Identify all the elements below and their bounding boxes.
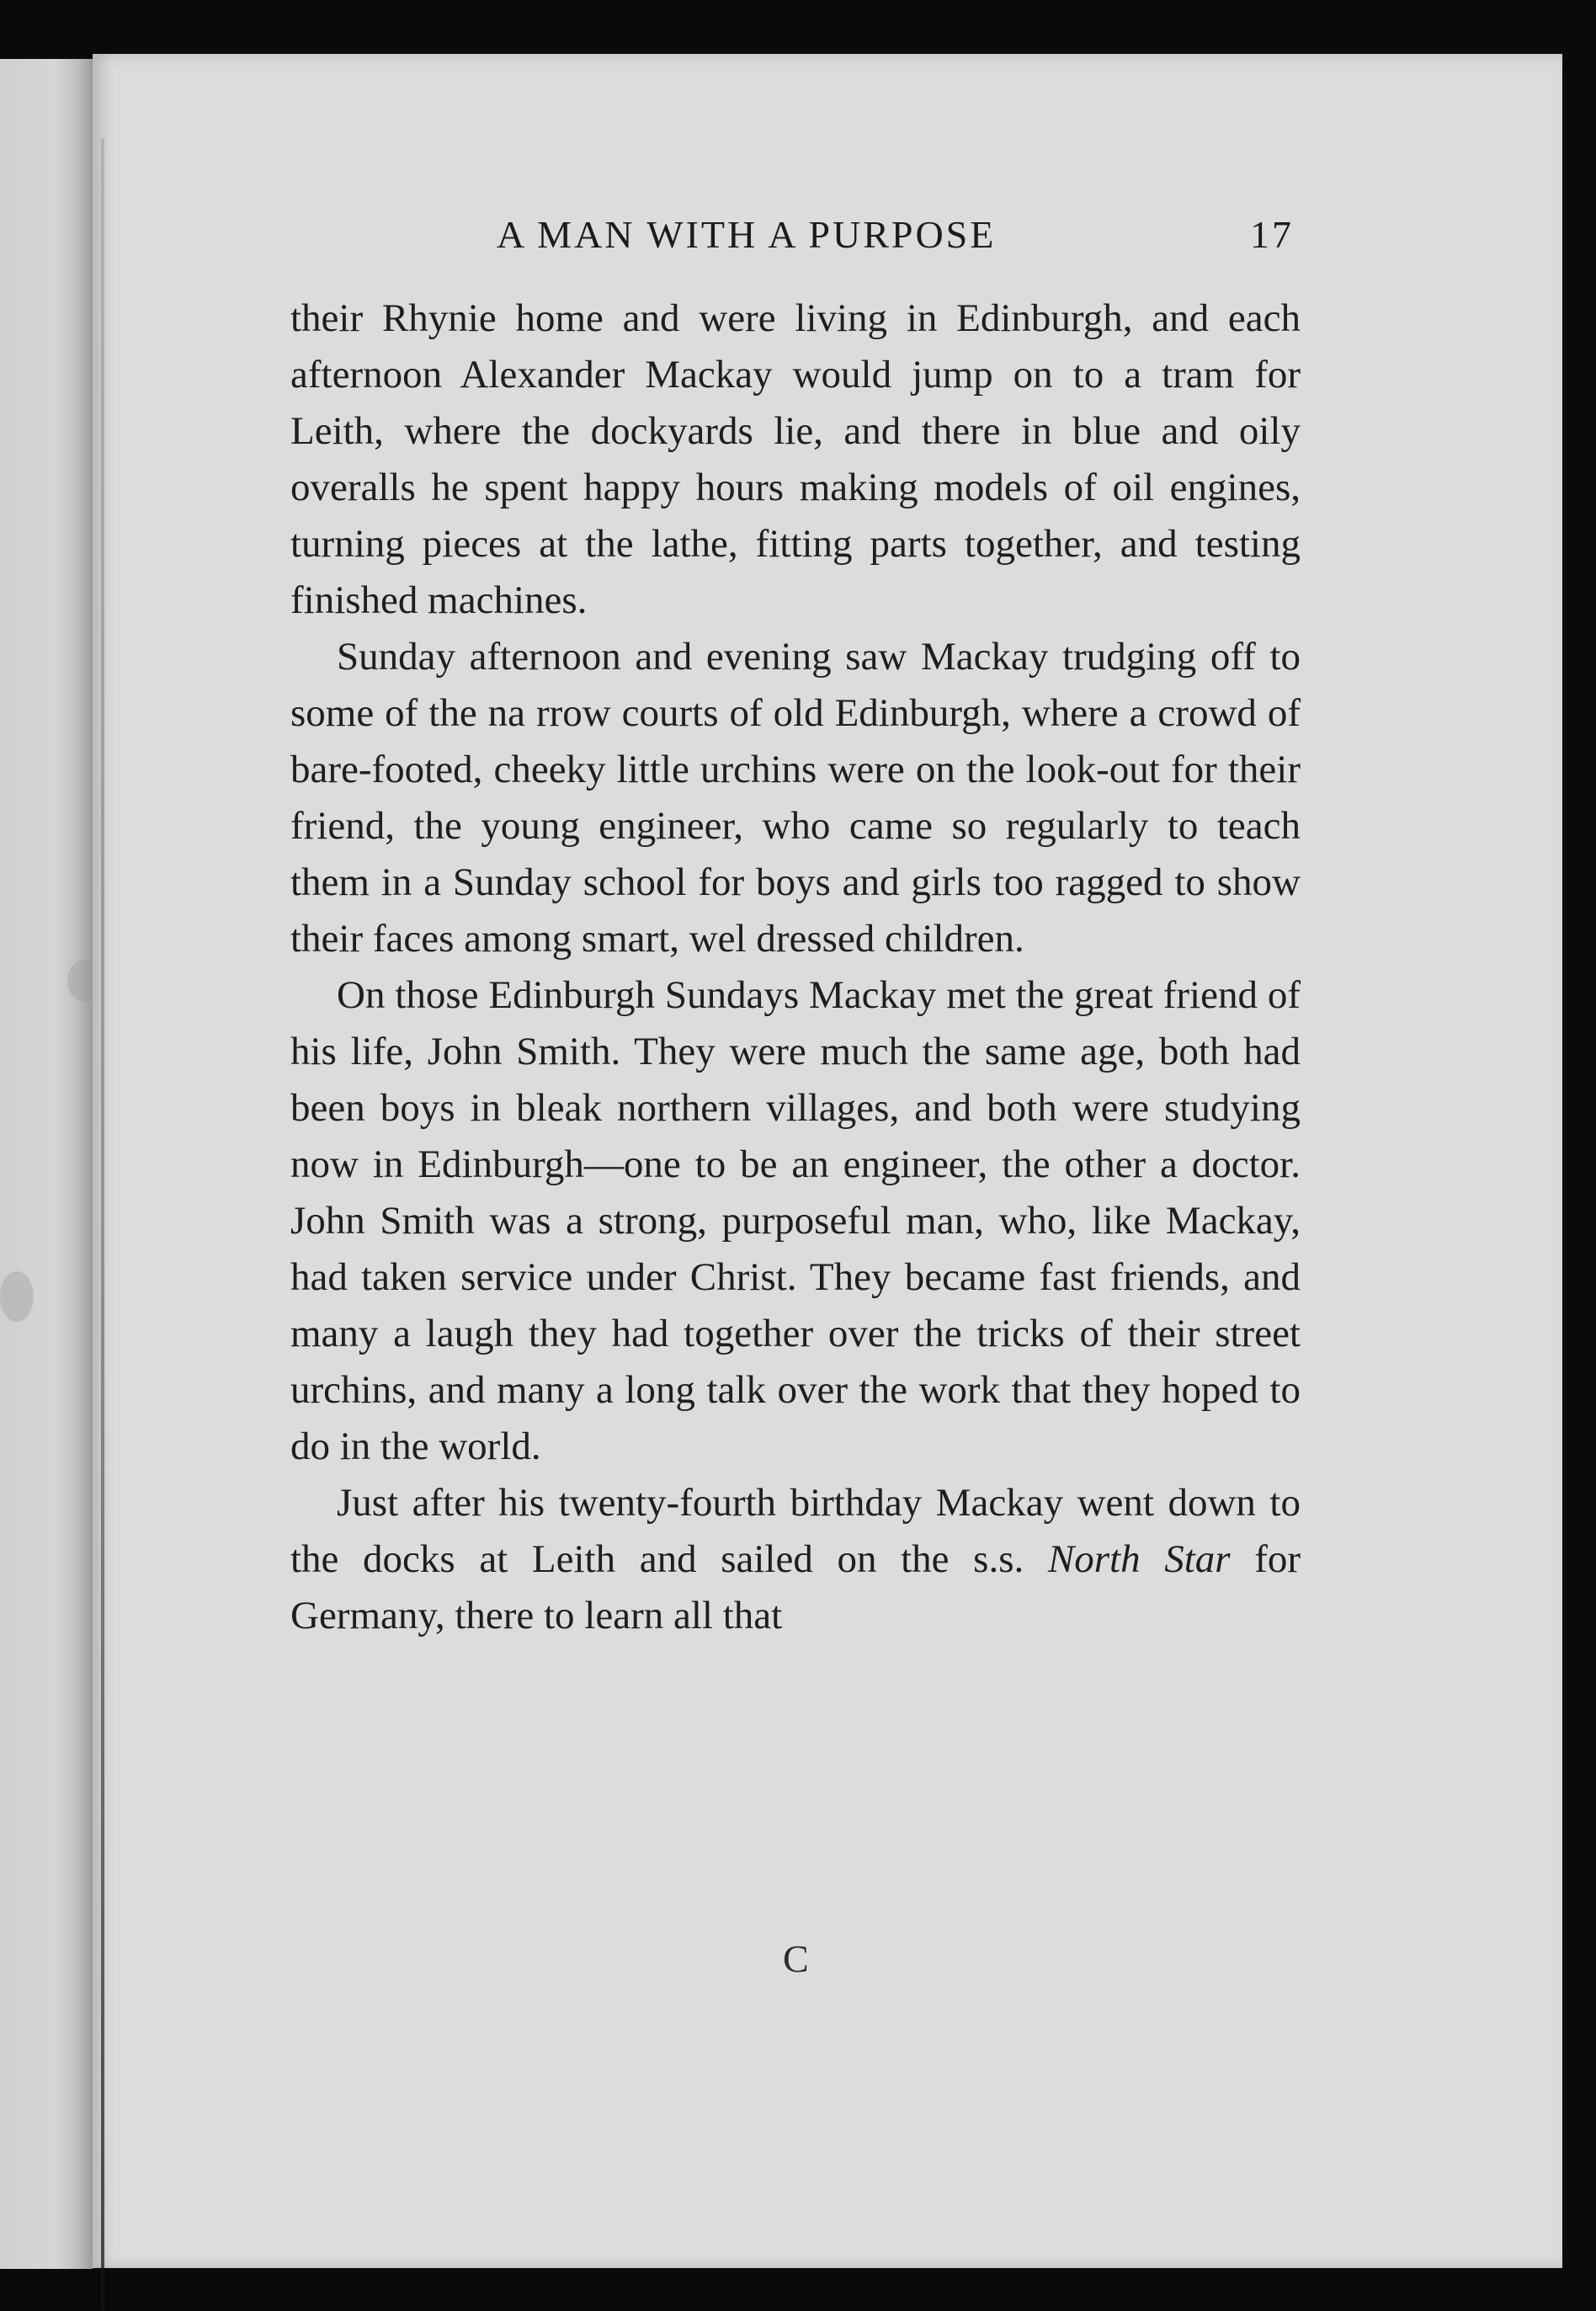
paragraph-text: for Germany, there to learn all that (290, 1537, 1301, 1637)
ship-name: North Star (1047, 1537, 1231, 1581)
running-head-title: A MAN WITH A PURPOSE (497, 213, 997, 256)
paragraph: On those Edinburgh Sundays Mackay met the great friend of his life, John Smith. They were much the same age, both had been boys in bleak northern villages, and both were studying now in Edinburgh—one to be an engineer, the other a doctor. John Smith was a strong, purposeful man, who, like Mackay, had taken service under Christ. They became fast friends, and many a laugh they had together over the tricks of their street urchins, and many a long talk over the work that they hoped to do in the world. (290, 973, 1301, 1468)
gutter-shadow (101, 138, 104, 2310)
page-number: 17 (1250, 213, 1294, 256)
body-text (290, 290, 1301, 1644)
paragraph: their Rhynie home and were living in Edinburgh, and each afternoon Alexander Mackay would jump on to a tram for Leith, where the dockyards lie, and there in blue and oily overalls he spent happy hours making models of oil engines, turning pieces at the lathe, fitting parts together, and testing finished machines. (290, 296, 1301, 622)
left-margin-smudge (0, 1271, 34, 1322)
facing-page-edge (0, 59, 93, 2269)
paragraph (290, 1475, 1301, 1644)
paragraph-text: Just after his twenty-fourth birthday Mackay went down to the docks at Leith and sailed on the s.s. (290, 1481, 1301, 1581)
paragraph: Sunday afternoon and evening saw Mackay trudging off to some of the na rrow courts of old Edinburgh, where a crowd of bare-footed, cheeky little urchins were on the look-out for their friend, the young engineer, who came so regularly to teach them in a Sunday school for boys and girls too ragged to show their faces among smart, wel dressed children. (290, 635, 1301, 961)
signature-mark: C (783, 1937, 809, 1980)
